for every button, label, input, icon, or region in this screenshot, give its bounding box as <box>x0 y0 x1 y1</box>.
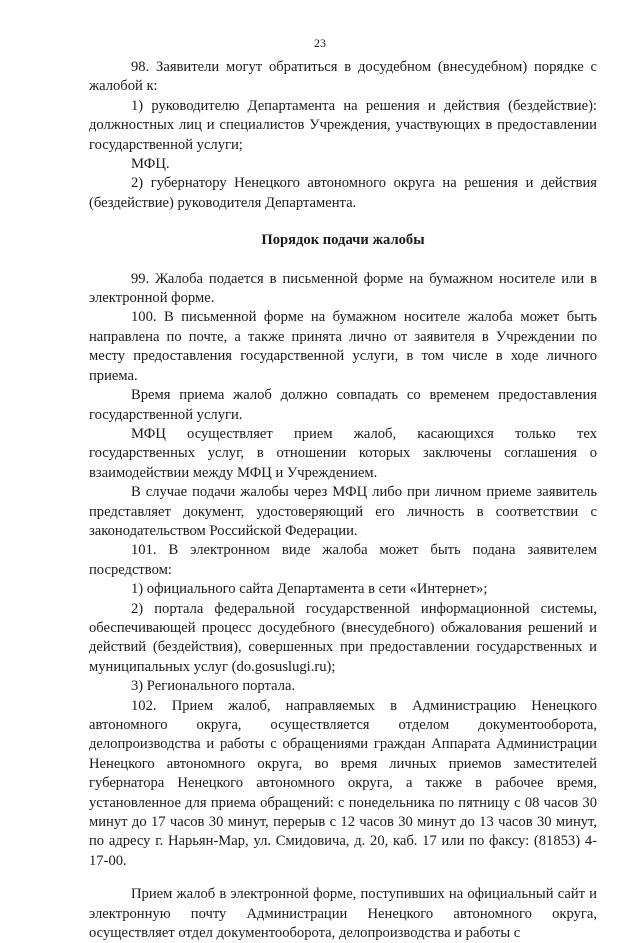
document-body <box>89 58 597 943</box>
paragraph-100: 100. В письменной форме на бумажном носителе жалоба может быть направлена по почте, а также принята лично от заявителя в Учреждении по месту предоставления государственной услуги, в том числе в ходе личного приема. <box>89 309 597 384</box>
paragraph-101: 101. В электронном виде жалоба может быть подана заявителем посредством: <box>89 542 597 578</box>
paragraph-98: 98. Заявители могут обратиться в досудебном (внесудебном) порядке с жалобой к: <box>89 59 597 95</box>
paragraph-102: 102. Прием жалоб, направляемых в Администрацию Ненецкого автономного округа, осуществляется отделом документооборота, делопроизводства и работы с обращениями граждан Аппарата Администрации Ненецкого автономного округа, во время личных приемов заместителей губернатора Ненецкого автономного округа, а также в рабочее время, установленное для приема обращений: с понедельника по пятницу с 08 часов 30 минут до 17 часов 30 минут, перерыв с 12 часов 30 минут до 13 часов 30 минут, по адресу г. Нарьян-Мар, ул. Смидовича, д. 20, каб. 17 или по факсу: (81853) 4-17-00. <box>89 697 597 869</box>
paragraph-98-mfc: МФЦ. <box>131 156 170 173</box>
paragraph-mfc-reception: МФЦ осуществляет прием жалоб, касающихся только тех государственных услуг, в отношении которых заключены соглашения о взаимодействии между МФЦ и Учреждением. <box>89 425 597 481</box>
paragraph-101-item-2: 2) портала федеральной государственной информационной системы, обеспечивающей процесс досудебного (внесудебного) обжалования решений и действий (бездействия), совершенных при предоставлении государственных и муниципальных услуг (do.gosuslugi.ru); <box>89 600 597 675</box>
paragraph-101-item-3: 3) Регионального портала. <box>131 678 296 695</box>
paragraph-electronic-reception: Прием жалоб в электронной форме, поступивших на официальный сайт и электронную почту Администрации Ненецкого автономного округа, осуществляет отдел документооборота, делопроизводства и работы с <box>89 886 597 942</box>
paragraph-identity-document: В случае подачи жалобы через МФЦ либо при личном приеме заявитель представляет документ, удостоверяющий его личность в соответствии с законодательством Российской Федерации. <box>89 484 597 539</box>
page-number: 23 <box>314 36 326 50</box>
section-heading: Порядок подачи жалобы <box>261 232 425 249</box>
paragraph-reception-time: Время приема жалоб должно совпадать со временем предоставления государственной услуги. <box>89 387 597 423</box>
paragraph-99: 99. Жалоба подается в письменной форме на бумажном носителе или в электронной форме. <box>89 270 597 307</box>
paragraph-101-item-1: 1) официального сайта Департамента в сети «Интернет»; <box>131 581 488 598</box>
paragraph-98-item-2: 2) губернатору Ненецкого автономного округа на решения и действия (бездействие) руководителя Департамента. <box>89 175 597 211</box>
paragraph-98-item-1: 1) руководителю Департамента на решения и действия (бездействие): должностных лиц и специалистов Учреждения, участвующих в предоставлении государственной услуги; <box>89 97 597 153</box>
